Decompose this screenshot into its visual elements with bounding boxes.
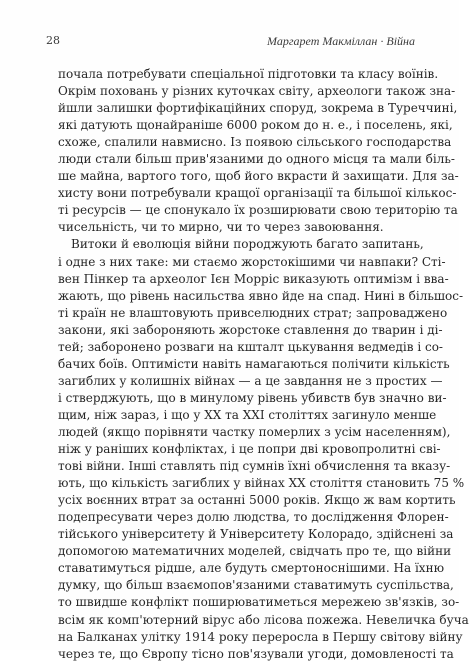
text-line: чисельність, чи то мирно, чи то через завоювання.: [58, 220, 384, 235]
text-line: йшли залишки фортифікаційних споруд, зокрема в Туреччині,: [58, 101, 458, 116]
text-line: люди стали більш прив'язаними до одного місця та мали біль-: [58, 152, 455, 167]
text-line: закони, які забороняють жорстоке ставлення до тварин і ді-: [58, 322, 443, 337]
text-line: бачих боїв. Оптимісти навіть намагаються полічити кількість: [58, 356, 450, 371]
text-line: ставатимуться рідше, але будуть смертоноснішими. На їхню: [58, 561, 445, 576]
text-line: через те, що Європу тісно пов'язували угоди, домовленості та: [58, 646, 454, 661]
text-line: жають, що рівень насильства явно йде на спад. Нині в більшос-: [58, 288, 464, 303]
text-line: ють, що кількість загиблих у війнах XX століття становить 75 %: [58, 476, 465, 491]
text-line: то швидше конфлікт поширюватиметься мережею зв'язків, зо-: [58, 595, 460, 610]
text-line: Витоки й еволюція війни породжують багато запитань,: [71, 237, 424, 252]
text-line: Окрім поховань у різних куточках світу, археологи також зна-: [58, 84, 456, 99]
text-line: вен Пінкер та археолог Ієн Морріс виказують оптимізм і вва-: [58, 271, 449, 286]
text-line: допомогою математичних моделей, свідчать про те, що війни: [58, 544, 452, 559]
text-line: тові війни. Інші ставлять під сумнів їхні обчислення та вказу-: [58, 459, 451, 474]
text-line: подепресувати через долю людства, то дослідження Флорен-: [58, 510, 449, 525]
page-number: 28: [46, 34, 60, 47]
text-line: тей; заборонено розваги на кшталт цькування ведмедів і со-: [58, 339, 443, 354]
text-line: почала потребувати спеціальної підготовки та класу воїнів.: [58, 67, 439, 81]
text-line: людей (якщо порівняти частку померлих з усім населенням),: [58, 424, 451, 439]
text-line: ніж у раніших конфліктах, і це попри дві кровопролитні сві-: [58, 442, 441, 457]
running-head: Маргарет Макміллан · Війна: [267, 34, 415, 48]
text-line: хисту вони потребували кращої організації та більшої кількос-: [58, 186, 457, 201]
body-text: [58, 66, 469, 663]
text-line: всім як комп'ютерний вірус або лісова пожежа. Невеличка буча: [58, 612, 469, 627]
text-line: які датують щонайраніше 6000 роком до н. е., і поселень, які,: [58, 118, 453, 133]
text-line: і стверджують, що в минулому рівень убивств був значно ви-: [58, 390, 447, 405]
text-line: думку, що більш взаємопов'язаними ставатимуть суспільства,: [58, 578, 454, 593]
text-line: тійського університету й Університету Колорадо, здійснені за: [58, 527, 454, 542]
text-line: ті ресурсів — це спонукало їх розширювати свою територію та: [58, 203, 458, 218]
text-line: ті країн не влаштовують привселюдних страт; запроваджено: [58, 305, 448, 320]
text-line: на Балканах улітку 1914 року переросла в Першу світову війну: [58, 629, 463, 644]
page-header: [46, 34, 415, 50]
text-line: ше майна, вартого того, щоб його вкрасти й захищати. Для за-: [58, 169, 459, 184]
text-line: щим, ніж зараз, і що у XX та XXI століттях загинуло менше: [58, 407, 437, 422]
text-line: загиблих у колишніх війнах — а це завдання не з простих —: [58, 373, 443, 388]
text-line: і одне з них таке: ми стаємо жорстокішими чи навпаки? Сті-: [58, 254, 446, 269]
text-line: усіх воєнних втрат за останні 5000 років. Якщо ж вам кортить: [58, 493, 456, 508]
text-line: схоже, спалили навмисно. Із появою сільського господарства: [58, 135, 452, 150]
